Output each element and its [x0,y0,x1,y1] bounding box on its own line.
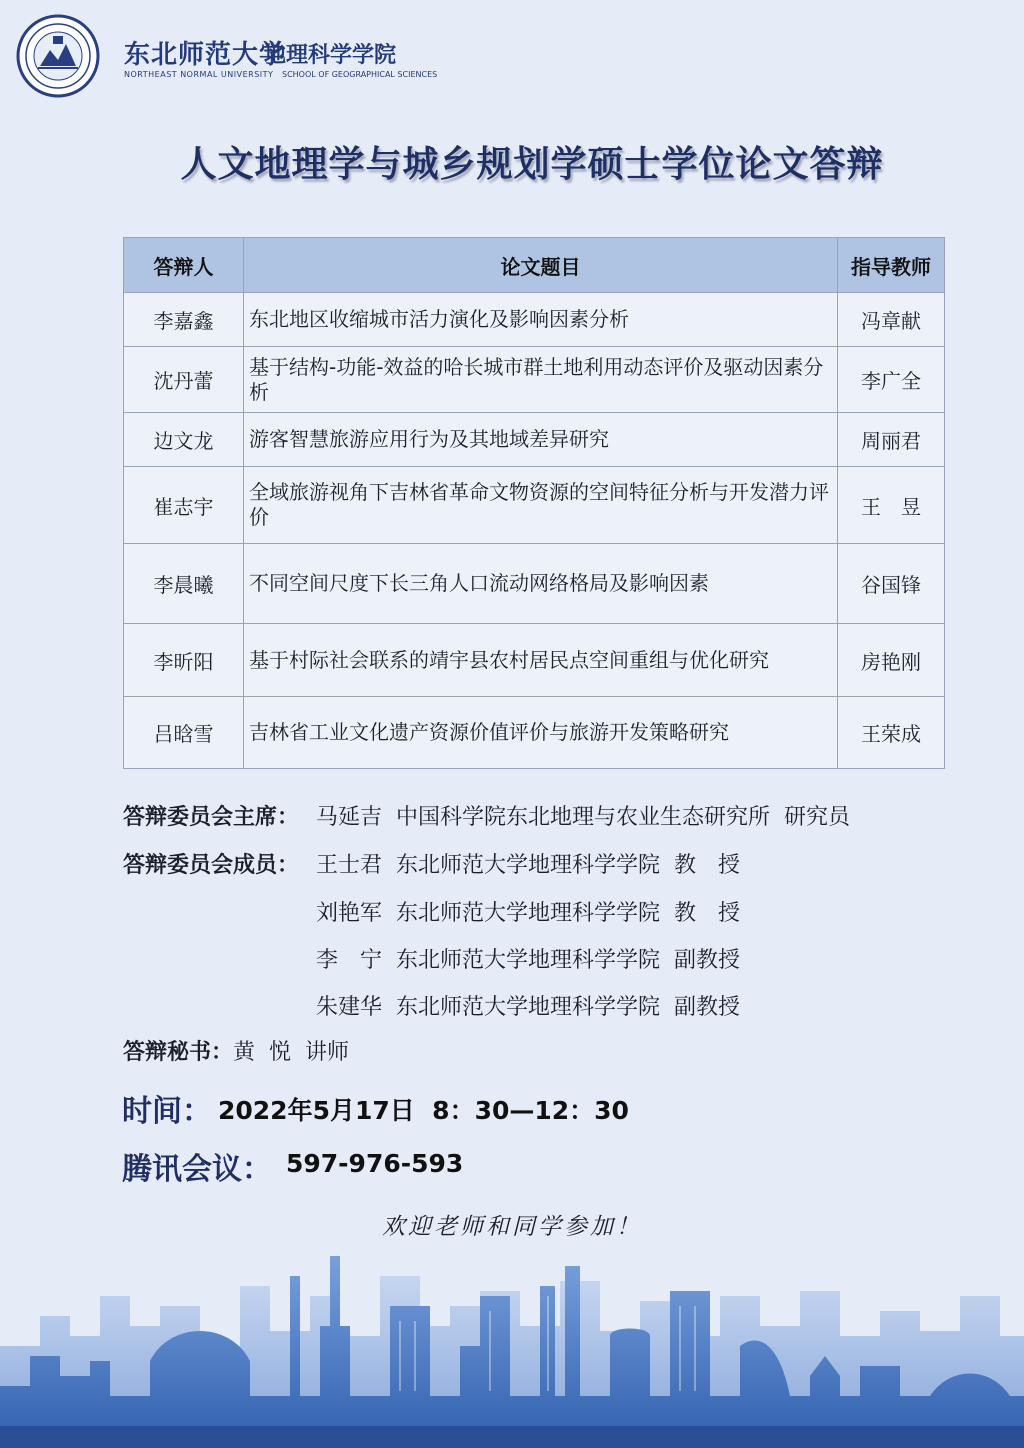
chair-value: 马延吉 中国科学院东北地理与农业生态研究所 研究员 [316,805,850,830]
table-row [124,413,945,467]
committee-chair [123,800,299,831]
header-advisor: 指导教师 [838,238,945,293]
student-name: 李嘉鑫 [124,293,244,347]
advisor-name: 李广全 [838,347,945,413]
time-label: 时间： [122,1094,212,1129]
time-value: 2022年5月17日 8：30—12：30 [218,1096,629,1125]
table-row [124,624,945,697]
page-title: 人文地理学与城乡规划学硕士学位论文答辩 [180,144,884,185]
college-name-cn: 地理科学学院 [264,43,397,68]
thesis-title: 吉林省工业文化遗产资源价值评价与旅游开发策略研究 [244,697,838,769]
school-name-en: NORTHEAST NORMAL UNIVERSITY [124,70,274,79]
header-student: 答辩人 [124,238,244,293]
university-seal-icon [16,14,100,98]
college-name-en: SCHOOL OF GEOGRAPHICAL SCIENCES [282,70,438,79]
members-label: 答辩委员会成员： [123,853,300,878]
table-row [124,293,945,347]
advisor-name: 房艳刚 [838,624,945,697]
thesis-title: 全域旅游视角下吉林省革命文物资源的空间特征分析与开发潜力评价 [244,467,838,544]
header-thesis-title: 论文题目 [244,238,838,293]
student-name: 沈丹蕾 [124,347,244,413]
thesis-title: 游客智慧旅游应用行为及其地域差异研究 [244,413,838,467]
committee-member: 李 宁 东北师范大学地理科学学院 副教授 [316,948,740,973]
table-row [124,347,945,413]
student-name: 李晨曦 [124,544,244,624]
school-name-cn: 东北师范大学 [124,40,287,70]
thesis-title: 基于村际社会联系的靖宇县农村居民点空间重组与优化研究 [244,624,838,697]
student-name: 崔志宇 [124,467,244,544]
advisor-name: 周丽君 [838,413,945,467]
table-row [124,467,945,544]
secretary-label: 答辩秘书： [123,1040,234,1065]
table-header-row [124,238,945,293]
city-skyline-illustration [0,1236,1024,1448]
thesis-title: 基于结构-功能-效益的哈长城市群土地利用动态评价及驱动因素分析 [244,347,838,413]
advisor-name: 冯章献 [838,293,945,347]
thesis-title: 不同空间尺度下长三角人口流动网络格局及影响因素 [244,544,838,624]
committee-member: 王士君 东北师范大学地理科学学院 教 授 [316,853,740,878]
student-name: 李昕阳 [124,624,244,697]
student-name: 边文龙 [124,413,244,467]
advisor-name: 王荣成 [838,697,945,769]
meeting-id: 597-976-593 [286,1149,464,1178]
chair-label: 答辩委员会主席： [123,805,300,830]
secretary [123,1035,349,1066]
secretary-value: 黄 悦 讲师 [233,1040,349,1065]
advisor-name: 谷国锋 [838,544,945,624]
student-name: 吕晗雪 [124,697,244,769]
committee-members [123,848,299,879]
committee-member: 刘艳军 东北师范大学地理科学学院 教 授 [316,901,740,926]
welcome-message: 欢迎老师和同学参加！ [382,1214,642,1240]
meeting-label: 腾讯会议： [122,1152,272,1187]
advisor-name: 王 昱 [838,467,945,544]
page-header [16,12,616,92]
table-row [124,544,945,624]
thesis-table [123,237,945,769]
table-row [124,697,945,769]
thesis-title: 东北地区收缩城市活力演化及影响因素分析 [244,293,838,347]
committee-member: 朱建华 东北师范大学地理科学学院 副教授 [316,995,740,1020]
